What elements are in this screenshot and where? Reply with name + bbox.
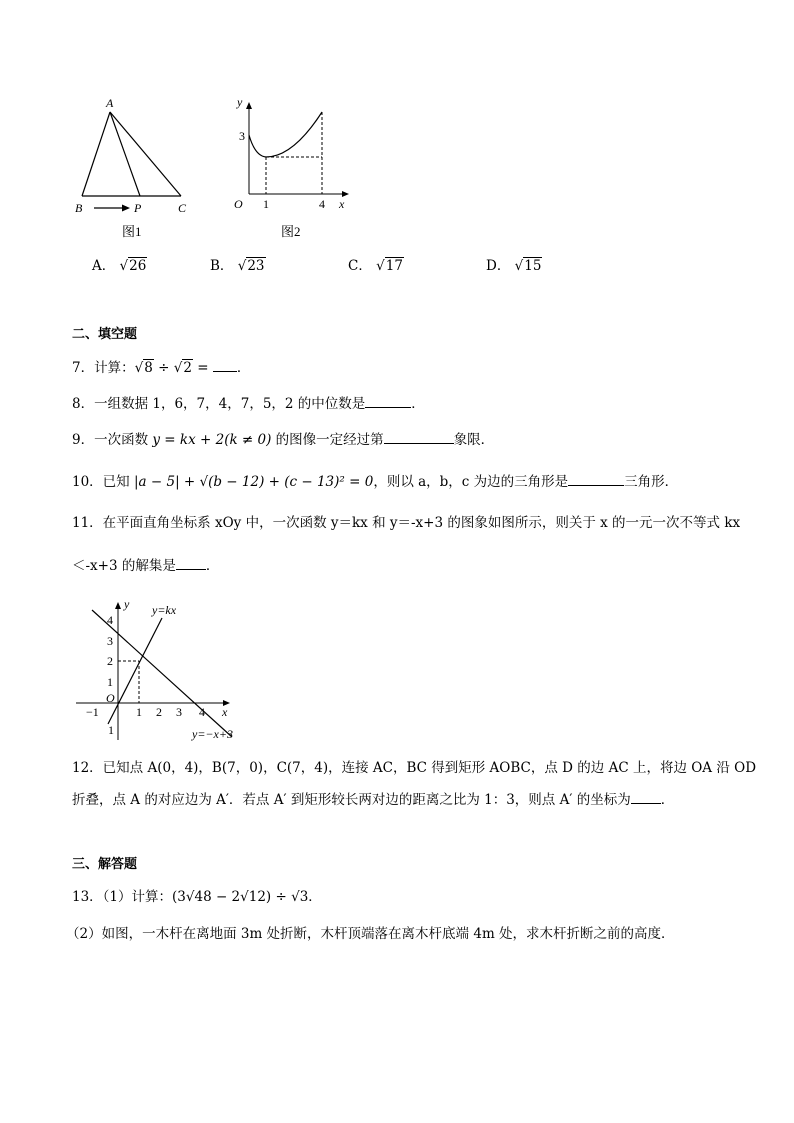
fig2-label-x: x <box>339 197 345 211</box>
q9-answer-blank[interactable] <box>384 430 454 444</box>
option-a: A． √26 <box>92 258 147 274</box>
fig3-tick-ym1: 1 <box>108 723 114 737</box>
fig2-tick-4: 4 <box>319 197 325 211</box>
question-8 <box>72 394 425 413</box>
fig1-label-p: P <box>134 201 142 215</box>
option-b-label: B． <box>210 258 234 274</box>
q7-prefix: 7．计算： <box>72 360 135 376</box>
fig3-tick-x3: 3 <box>176 705 182 719</box>
q11-answer-blank[interactable] <box>176 556 206 570</box>
q8-answer-blank[interactable] <box>365 394 411 408</box>
fig2-label-o: O <box>234 197 243 211</box>
option-c-label: C． <box>348 258 372 274</box>
fig3-label-ymx3: y=−x+3 <box>192 727 233 741</box>
option-b-value: 23 <box>247 258 265 274</box>
question-9 <box>72 430 494 449</box>
q10-expression: |a − 5| + √(b − 12) + (c − 13)² = 0 <box>133 474 374 490</box>
question-11-line-2 <box>72 556 219 575</box>
option-b: B． √23 <box>210 258 265 274</box>
fig1-label-b: B <box>75 201 83 215</box>
q9-end: 象限． <box>453 432 495 448</box>
fig3-tick-x1: 1 <box>136 705 142 719</box>
option-d-label: D． <box>486 258 511 274</box>
q7-operator: ÷ <box>153 360 174 376</box>
q8-text: 8．一组数据 1，6，7，4，7，5，2 的中位数是 <box>72 396 366 412</box>
fig2-caption: 图2 <box>281 224 301 239</box>
fig3-label-y: y <box>124 597 130 611</box>
q9-prefix: 9．一次函数 <box>72 432 153 448</box>
fig1-label-c: C <box>178 201 187 215</box>
q7-answer-blank[interactable] <box>213 358 237 372</box>
fig2-tick-1: 1 <box>263 197 269 211</box>
option-a-label: A． <box>92 258 116 274</box>
fig1-caption: 图1 <box>122 224 142 239</box>
option-c: C． √17 <box>348 258 403 274</box>
q12-end: ． <box>660 792 675 808</box>
q12-answer-blank[interactable] <box>631 790 661 804</box>
fig3-tick-x4: 4 <box>199 705 205 719</box>
q8-end: ． <box>411 396 425 412</box>
fig3-tick-y2: 2 <box>107 654 113 668</box>
q11-end: ． <box>205 558 220 574</box>
fig2-label-y: y <box>237 95 243 109</box>
fig3-tick-xm1: −1 <box>86 705 99 719</box>
option-d: D． √15 <box>486 258 542 274</box>
q7-end: ． <box>236 360 251 376</box>
figure-3-line-graph <box>72 594 262 746</box>
fig1-label-a: A <box>106 96 114 110</box>
fig3-tick-y4: 4 <box>107 613 113 627</box>
q10-mid: ，则以 a，b，c 为边的三角形是 <box>373 474 569 490</box>
question-12-line-2 <box>72 790 674 809</box>
q9-mid: 的图像一定经过第 <box>271 432 384 448</box>
fig3-label-o: O <box>106 691 115 705</box>
fig3-tick-y3: 3 <box>107 634 113 648</box>
q13-part1-expression: (3√48 − 2√12) ÷ √3 <box>172 889 309 905</box>
option-d-value: 15 <box>524 258 542 274</box>
q10-end: 三角形． <box>624 474 679 490</box>
question-12-line-1: 12．已知点 A(0，4)，B(7，0)，C(7，4)，连接 AC，BC 得到矩形 AOBC，点 D 的边 AC 上，将边 OA 沿 OD <box>72 760 757 776</box>
q9-expression: y = kx + 2(k ≠ 0) <box>152 432 272 448</box>
q13-part1-prefix: 13．（1）计算： <box>72 889 173 905</box>
q12-text: 折叠，点 A 的对应边为 A′．若点 A′ 到矩形较长两对边的距离之比为 1：3，则点 A′ 的坐标为 <box>72 792 631 808</box>
figure-2-graph <box>225 94 355 246</box>
option-c-value: 17 <box>385 258 403 274</box>
question-7: 7．计算：√8 ÷ √2 = ． <box>72 360 251 376</box>
fig3-label-ykx: y=kx <box>152 603 177 617</box>
fig3-tick-x2: 2 <box>156 705 162 719</box>
q11-prefix: ＜-x+3 的解集是 <box>72 558 176 574</box>
option-a-value: 26 <box>129 258 147 274</box>
section-2-title: 二、填空题 <box>72 327 138 342</box>
q7-radicand-2: 2 <box>183 360 192 376</box>
fig2-tick-3: 3 <box>239 129 245 143</box>
fig3-tick-y1: 1 <box>107 675 113 689</box>
q10-answer-blank[interactable] <box>568 472 624 486</box>
q10-prefix: 10．已知 <box>72 474 134 490</box>
question-11-line-1: 11．在平面直角坐标系 xOy 中，一次函数 y＝kx 和 y＝-x+3 的图象如图所示，则关于 x 的一元一次不等式 kx <box>72 515 741 531</box>
q7-equals: = <box>192 360 213 376</box>
section-3-title: 三、解答题 <box>72 857 138 872</box>
figure-1-triangle <box>70 96 200 246</box>
fig3-label-x: x <box>222 705 228 719</box>
q13-part1-end: ． <box>308 889 322 905</box>
question-13-part-2: （2）如图，一木杆在离地面 3m 处折断，木杆顶端落在离木杆底端 4m 处，求木杆折断之前的高度． <box>66 926 675 942</box>
q7-radicand-1: 8 <box>144 360 153 376</box>
question-10 <box>72 472 678 491</box>
question-13-part-1 <box>72 888 322 906</box>
